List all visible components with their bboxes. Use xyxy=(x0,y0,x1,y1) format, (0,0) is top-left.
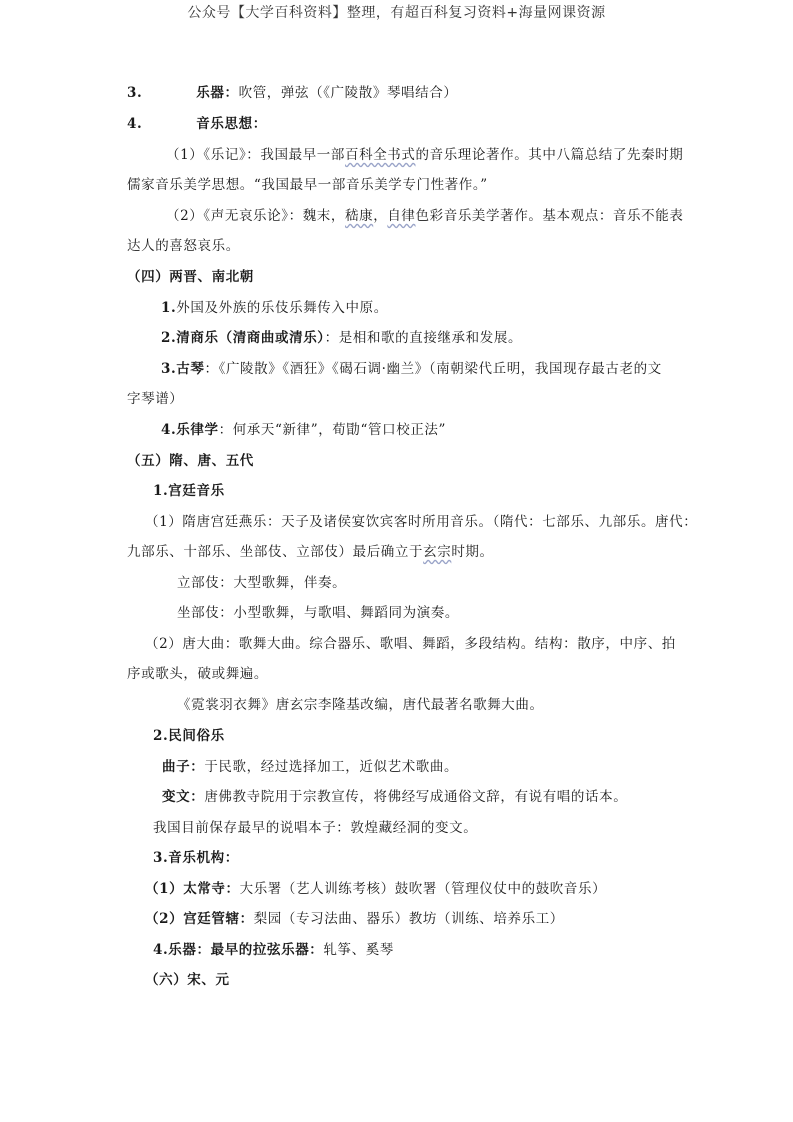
s4-item-4-text: ：何承天“新律”，荀勖“管口校正法” xyxy=(218,422,447,438)
item-3-text: 吹管，弹弦（《广陵散》琴唱结合） xyxy=(238,85,458,101)
s5-4-line xyxy=(153,941,394,959)
s4-item-4-label: 乐律学 xyxy=(176,422,219,438)
gongting-line xyxy=(145,910,564,928)
quzi-text: 于民歌，经过选择加工，近似艺术歌曲。 xyxy=(204,759,459,775)
yueji-line-1 xyxy=(166,146,683,164)
quzi-label: 曲子： xyxy=(162,759,205,775)
item-4-label: 音乐思想： xyxy=(196,116,267,132)
section-6-title: （六）宋、元 xyxy=(145,972,230,988)
shengwu-text-c: 色彩音乐美学著作。基本观点：音乐不能表 xyxy=(415,208,684,224)
yanyue-text-b: 时期。 xyxy=(451,544,494,560)
s4-item-1 xyxy=(161,299,388,317)
s4-item-3-text: ：《广陵散》《酒狂》《碣石调·幽兰》（南朝梁代丘明，我国现存最古老的文 xyxy=(204,361,662,377)
yanyue-text-a: 九部乐、十部乐、坐部伎、立部伎）最后确立于 xyxy=(127,544,424,560)
shengwu-text-a: （2）《声无哀乐论》：魏末， xyxy=(166,208,345,224)
shengwu-line-2: 达人的喜怒哀乐。 xyxy=(127,238,240,254)
s4-item-1-text: 外国及外族的乐伎乐舞传入中原。 xyxy=(176,300,388,316)
s4-item-3-label: 古琴 xyxy=(176,361,205,377)
shengwu-underlined-2: 自律 xyxy=(387,208,416,224)
item-3 xyxy=(127,84,457,102)
item-3-number: 3. xyxy=(127,85,143,101)
section-5-title: （五）隋、唐、五代 xyxy=(127,453,254,469)
s4-item-1-number: 1. xyxy=(161,300,177,316)
yanyue-line-1: （1）隋唐宫廷燕乐：天子及诸侯宴饮宾客时所用音乐。（隋代：七部乐、九部乐。唐代： xyxy=(145,514,698,530)
s5-4-label: 4.乐器：最早的拉弦乐器： xyxy=(153,942,324,958)
s5-1-title: 1.宫廷音乐 xyxy=(153,483,225,499)
gongting-text: 梨园（专习法曲、器乐）教坊（训练、培养乐工） xyxy=(253,911,564,927)
bianwen-note: 我国目前保存最早的说唱本子：敦煌藏经洞的变文。 xyxy=(153,820,478,836)
taichang-label: （1）太常寺： xyxy=(145,881,240,897)
page-header: 公众号【大学百科资料】整理，有超百科复习资料+海量网课资源 xyxy=(187,5,606,21)
nishang-line: 《霓裳羽衣舞》唐玄宗李隆基改编，唐代最著名歌舞大曲。 xyxy=(177,697,544,713)
libuji-line: 立部伎：大型歌舞，伴奏。 xyxy=(177,575,347,591)
bianwen-text: 唐佛教寺院用于宗教宣传，将佛经写成通俗文辞，有说有唱的话本。 xyxy=(204,789,628,805)
s5-4-text: 轧筝、奚琴 xyxy=(323,942,394,958)
gongting-label: （2）宫廷管辖： xyxy=(145,911,254,927)
taichang-text: 大乐署（艺人训练考核）鼓吹署（管理仪仗中的鼓吹音乐） xyxy=(239,881,607,897)
shengwu-text-b: ， xyxy=(373,208,388,224)
s4-item-2-number: 2. xyxy=(161,330,177,346)
s4-item-4 xyxy=(161,421,446,439)
item-4-number: 4. xyxy=(127,116,143,132)
s5-2-title: 2.民间俗乐 xyxy=(153,728,225,744)
yueji-text-b: 的音乐理论著作。其中八篇总结了先秦时期 xyxy=(415,147,684,163)
yueji-line-2: 儒家音乐美学思想。“我国最早一部音乐美学专门性著作。” xyxy=(127,177,488,193)
yanyue-line-2 xyxy=(127,543,494,561)
yanyue-underlined: 玄宗 xyxy=(423,544,452,560)
taichang-line xyxy=(145,880,606,898)
bianwen-label: 变文： xyxy=(162,789,205,805)
quzi-line xyxy=(162,758,458,776)
daqu-line-1: （2）唐大曲：歌舞大曲。综合器乐、歌唱、舞蹈，多段结构。结构：散序，中序、拍 xyxy=(145,636,676,652)
s4-item-3 xyxy=(161,360,662,378)
s4-item-4-number: 4. xyxy=(161,422,177,438)
s4-item-3-number: 3. xyxy=(161,361,177,377)
item-4 xyxy=(127,115,267,133)
item-3-label: 乐器： xyxy=(196,85,239,101)
section-4-title: （四）两晋、南北朝 xyxy=(127,269,254,285)
zuobuji-line: 坐部伎：小型歌舞，与歌唱、舞蹈同为演奏。 xyxy=(177,605,459,621)
s4-item-2-label: 清商乐（清商曲或清乐） xyxy=(176,330,325,346)
shengwu-underlined-1: 嵇康 xyxy=(345,208,374,224)
s4-item-2 xyxy=(161,329,522,347)
daqu-line-2: 序或歌头，破或舞遍。 xyxy=(127,666,268,682)
s4-item-2-text: ：是相和歌的直接继承和发展。 xyxy=(324,330,523,346)
shengwu-line-1 xyxy=(166,207,683,225)
s5-3-title: 3.音乐机构： xyxy=(153,850,239,866)
yueji-text-a: （1）《乐记》：我国最早一部 xyxy=(166,147,345,163)
bianwen-line xyxy=(162,788,627,806)
yueji-underlined: 百科全书式 xyxy=(345,147,416,163)
s4-item-3-line-2: 字琴谱） xyxy=(127,391,184,407)
